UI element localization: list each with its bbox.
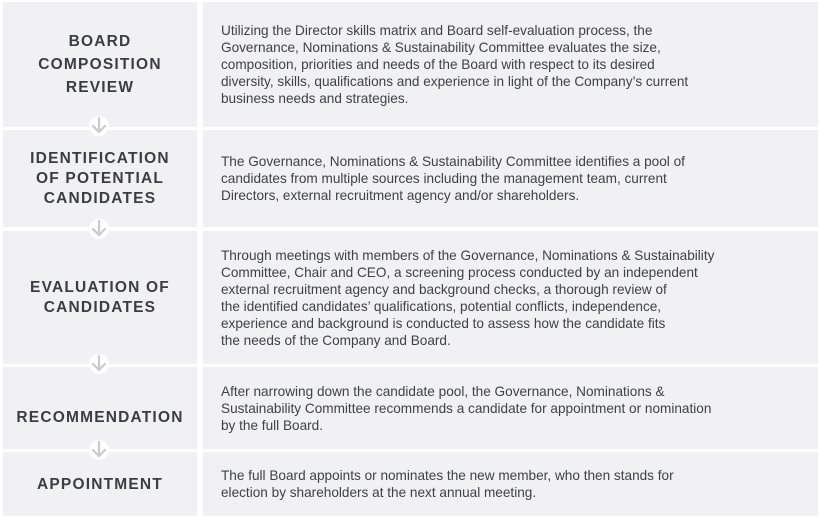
step-evaluation-of-candidates bbox=[0, 231, 820, 364]
step-description: Through meetings with members of the Governance, Nominations & Sustainability Committee, Chair and CEO, a screening process conducted by an independent external recruitment agency and background checks, a thorough review of the identified candidates’ qualifications, potential conflicts, independence, experience and background is conducted to assess how the candidate fits the needs of the Company and Board. bbox=[221, 247, 715, 348]
step-title: EVALUATION OF CANDIDATES bbox=[30, 278, 170, 316]
step-board-composition-review bbox=[0, 2, 820, 127]
step-title-cell bbox=[3, 231, 197, 364]
step-recommendation bbox=[0, 367, 820, 449]
step-description: The Governance, Nominations & Sustainability Committee identifies a pool of candidates from multiple sources including the management team, current Directors, external recruitment agency and/or shareholders. bbox=[221, 154, 685, 203]
step-title: IDENTIFICATION OF POTENTIAL CANDIDATES bbox=[30, 149, 170, 207]
step-description-cell bbox=[203, 231, 818, 364]
step-description-cell bbox=[203, 452, 818, 516]
step-title: BOARD COMPOSITION REVIEW bbox=[38, 33, 162, 96]
step-description-cell bbox=[203, 2, 818, 127]
step-description: After narrowing down the candidate pool, the Governance, Nominations & Sustainability Committee recommends a candidate for appointment or nomination by the full Board. bbox=[221, 383, 712, 433]
step-title: RECOMMENDATION bbox=[16, 409, 184, 426]
step-title: APPOINTMENT bbox=[36, 475, 163, 493]
step-title-cell bbox=[3, 452, 197, 516]
step-title-cell bbox=[3, 367, 197, 449]
step-description-cell bbox=[203, 130, 818, 227]
step-description-cell bbox=[203, 367, 818, 449]
step-identification-of-potential-candidates bbox=[0, 130, 820, 227]
arrow-down-icon bbox=[87, 115, 111, 137]
arrow-down-icon bbox=[87, 353, 111, 375]
arrow-down-icon bbox=[87, 218, 111, 240]
step-appointment bbox=[0, 452, 820, 516]
step-title-cell bbox=[3, 2, 197, 127]
arrow-down-icon bbox=[87, 439, 111, 461]
step-title-cell bbox=[3, 130, 197, 227]
step-description: The full Board appoints or nominates the new member, who then stands for election by shareholders at the next annual meeting. bbox=[221, 468, 674, 500]
step-description: Utilizing the Director skills matrix and Board self-evaluation process, the Governance, Nominations & Sustainability Committee evaluates the size, composition, priorities and needs of the Board with respect to its desired diversity, skills, qualifications and experience in light of the Company’s current business needs and strategies. bbox=[221, 23, 689, 106]
